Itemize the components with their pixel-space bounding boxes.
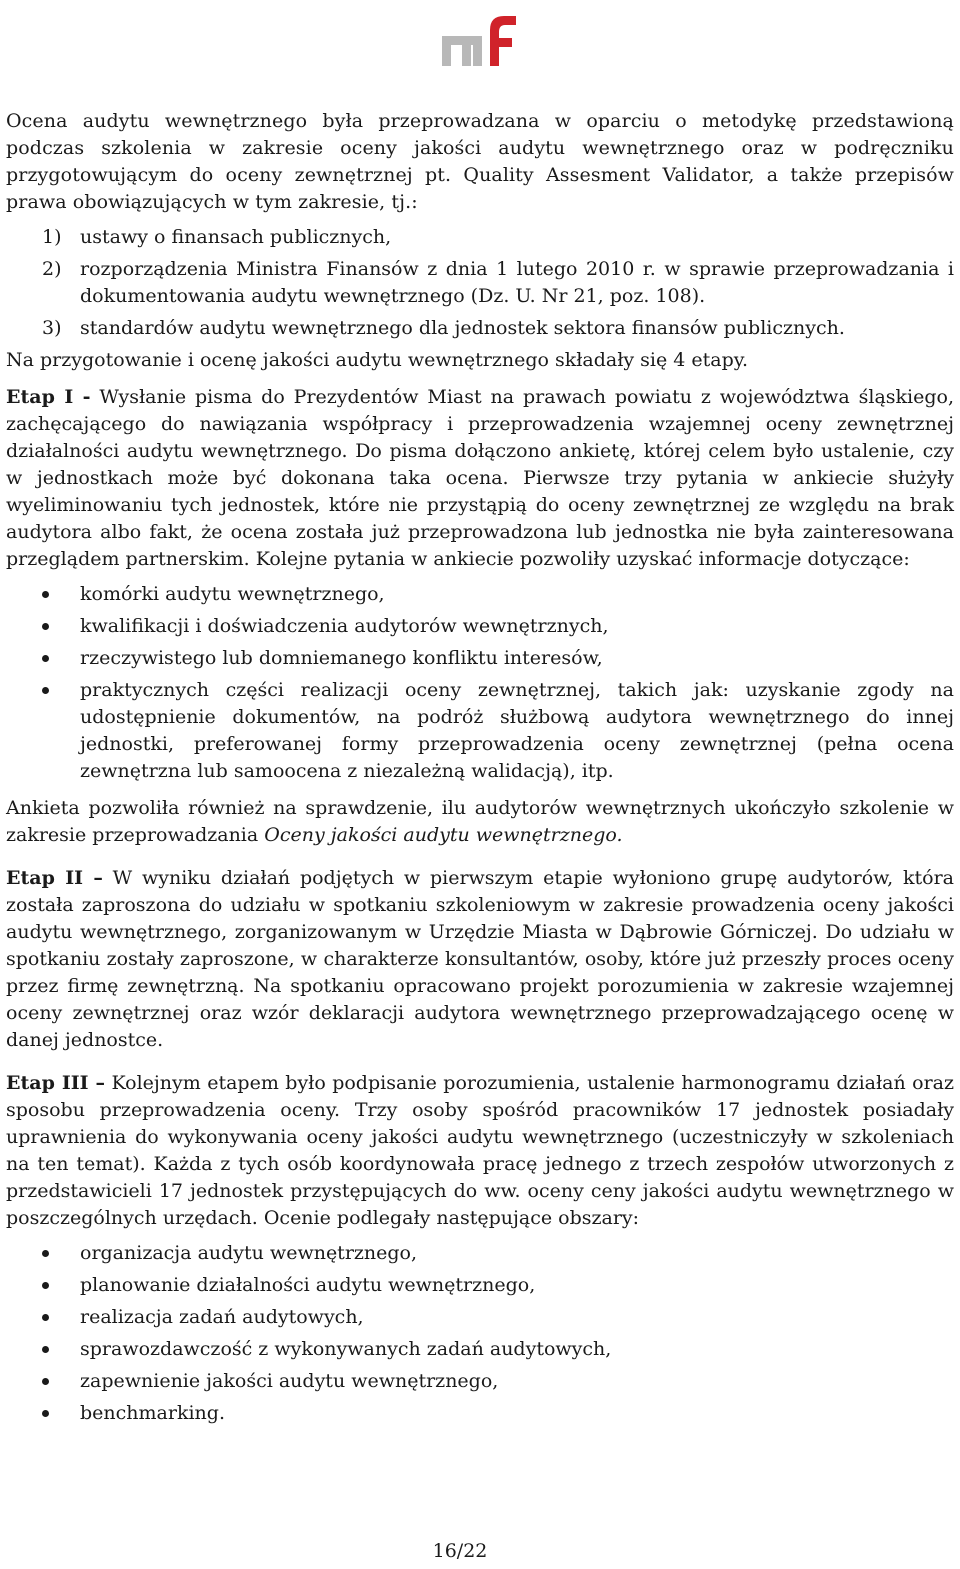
intro-paragraph: Ocena audytu wewnętrznego była przeprowadzana w oparciu o metodykę przedstawioną podczas szkolenia w zakresie oceny jakości audytu wewnętrznego oraz w podręczniku przygotowującym do oceny zewnętrznej pt. Quality Assesment Validator, a także przepisów prawa obowiązujących w tym zakresie, tj.: (6, 110, 954, 213)
etap-2-label: Etap II – (6, 867, 103, 889)
list-item: 1) ustawy o finansach publicznych, (6, 224, 954, 251)
survey-topics-list (6, 581, 954, 785)
bullet-icon (42, 591, 49, 598)
list-item: organizacja audytu wewnętrznego, (6, 1240, 954, 1267)
assessment-areas-list (6, 1240, 954, 1427)
list-item: 3) standardów audytu wewnętrznego dla jednostek sektora finansów publicznych. (6, 315, 954, 342)
bullet-icon (42, 1410, 49, 1417)
page-number: 16/22 (432, 1540, 488, 1562)
etap-1-paragraph: Etap I - Wysłanie pisma do Prezydentów Miast na prawach powiatu z województwa śląskiego, zachęcającego do nawiązania współpracy i przeprowadzenia wzajemnej oceny zewnętrznej działalności audytu wewnętrznego. Do pisma dołączono ankietę, której celem było ustalenie, czy w jednostkach może być dokonana taka ocena. Pierwsze trzy pytania w ankiecie służyły wyeliminowaniu tych jednostek, które nie przystąpią do oceny zewnętrznej ze względu na brak audytora albo fakt, że ocena została już przeprowadzona lub jednostka nie była zainteresowana przeglądem partnerskim. Kolejne pytania w ankiecie pozwoliły uzyskać informacje dotyczące: (6, 386, 954, 570)
list-item: komórki audytu wewnętrznego, (6, 581, 954, 608)
list-number: 3) (42, 317, 62, 339)
etap-2-paragraph: Etap II – W wyniku działań podjętych w pierwszym etapie wyłoniono grupę audytorów, która została zaproszona do udziału w spotkaniu szkoleniowym w zakresie prowadzenia oceny jakości audytu wewnętrznego, zorganizowanym w Urzędzie Miasta w Dąbrowie Górniczej. Do udziału w spotkaniu zostały zaproszone, w charakterze konsultantów, osoby, które już przeszły proces oceny przez firmę zewnętrzną. Na spotkaniu opracowano projekt porozumienia w zakresie wzajemnej oceny zewnętrznej oraz wzór deklaracji audytora wewnętrznego przeprowadzającego ocenę w danej jednostce. (6, 867, 954, 1051)
bullet-icon (42, 623, 49, 630)
list-item: 2) rozporządzenia Ministra Finansów z dnia 1 lutego 2010 r. w sprawie przeprowadzania i dokumentowania audytu wewnętrznego (Dz. U. Nr 21, poz. 108). (42, 258, 954, 307)
bullet-icon (42, 687, 49, 694)
bullet-icon (42, 655, 49, 662)
mf-logo (440, 8, 520, 68)
list-item: rzeczywistego lub domniemanego konfliktu interesów, (6, 645, 954, 672)
list-item: praktycznych części realizacji oceny zewnętrznej, takich jak: uzyskanie zgody na udostępnienie dokumentów, na podróż służbową audytora wewnętrznego do innej jednostki, preferowanej formy przeprowadzenia oceny zewnętrznej (pełna ocena zewnętrzna lub samoocena z niezależną walidacją), itp. (6, 677, 954, 785)
etap-3-label: Etap III – (6, 1072, 106, 1094)
list-item: planowanie działalności audytu wewnętrznego, (6, 1272, 954, 1299)
list-item: realizacja zadań audytowych, (6, 1304, 954, 1331)
bullet-icon (42, 1282, 49, 1289)
list-item: kwalifikacji i doświadczenia audytorów wewnętrznych, (6, 613, 954, 640)
list-number: 2) (42, 258, 62, 280)
ankieta-paragraph: Ankieta pozwoliła również na sprawdzenie, ilu audytorów wewnętrznych ukończyło szkolenie w zakresie przeprowadzania Oceny jakości audytu wewnętrznego. (6, 797, 954, 846)
list-item: benchmarking. (6, 1400, 954, 1427)
list-number: 1) (42, 226, 62, 248)
bullet-icon (42, 1378, 49, 1385)
list-item: sprawozdawczość z wykonywanych zadań audytowych, (6, 1336, 954, 1363)
legal-basis-list (6, 224, 954, 342)
bullet-icon (42, 1346, 49, 1353)
etap-3-paragraph: Etap III – Kolejnym etapem było podpisanie porozumienia, ustalenie harmonogramu działań oraz sposobu przeprowadzenia oceny. Trzy osoby spośród pracowników 17 jednostek posiadały uprawnienia do wykonywania oceny jakości audytu wewnętrznego (uczestniczyły w szkoleniach na ten temat). Każda z tych osób koordynowała pracę jednego z trzech zespołów utworzonych z przedstawicieli 17 jednostek przystępujących do ww. oceny ceny jakości audytu wewnętrznego w poszczególnych urzędach. Ocenie podlegały następujące obszary: (6, 1072, 954, 1229)
bullet-icon (42, 1250, 49, 1257)
etap-1-label: Etap I - (6, 386, 91, 408)
list-item: zapewnienie jakości audytu wewnętrznego, (6, 1368, 954, 1395)
bullet-icon (42, 1314, 49, 1321)
document-body (6, 108, 954, 1432)
stages-intro: Na przygotowanie i ocenę jakości audytu wewnętrznego składały się 4 etapy. (6, 349, 748, 371)
